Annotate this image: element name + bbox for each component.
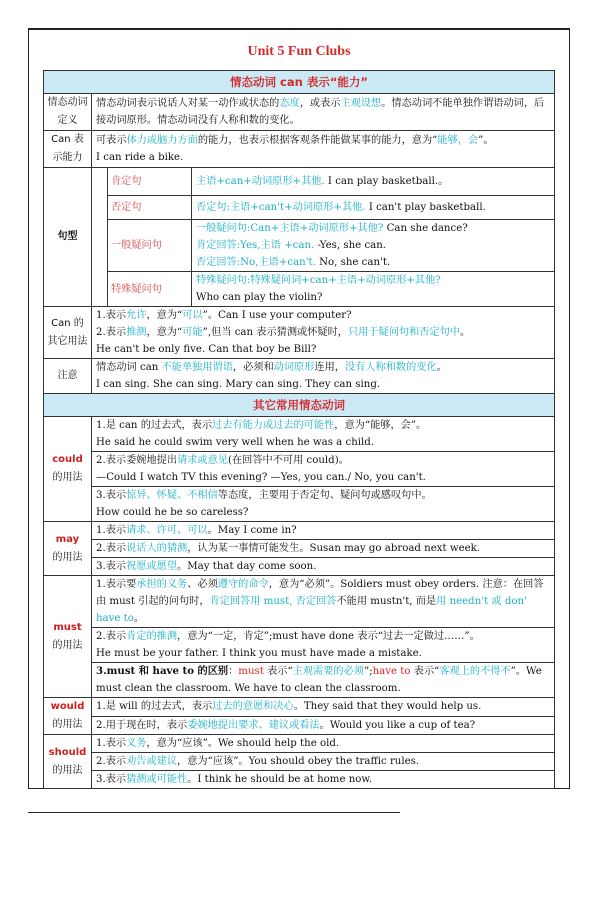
example: He said he could swim very well when he was a child. [96, 437, 375, 448]
text: ，必须和 [232, 362, 274, 373]
modal-label-rest: 的用法 [52, 639, 83, 651]
text: 3.表示 [96, 490, 127, 501]
text: 2.表示 [96, 756, 127, 767]
highlight: 只用于疑问句和否定句中 [347, 327, 461, 338]
usage-content [92, 576, 555, 628]
highlight: 过去的意愿和决心 [212, 701, 294, 713]
highlight: 义务 [126, 738, 147, 749]
example: I can sing. She can sing. Mary can sing. They can sing. [96, 379, 381, 390]
highlight: 肯定回答用 must, 否定回答 [209, 596, 337, 607]
text: 。I think he should be at home now. [187, 774, 373, 785]
document-frame [28, 28, 570, 789]
usage-content [92, 663, 555, 698]
formula: 否定句:主语+can't+动词原形+其他. [196, 202, 366, 213]
highlight: 请求或意见 [177, 455, 228, 466]
text: 1.是 will 的过去式，表示 [96, 701, 213, 713]
formula: 特殊疑问句:特殊疑问词+can+主语+动词原形+其他? [196, 275, 441, 286]
usage-content [92, 558, 555, 576]
highlight: 惊异、怀疑、不相信 [126, 490, 218, 501]
highlight: 过去有能力或过去的可能性 [212, 420, 335, 431]
should-row-3 [44, 771, 555, 789]
may-row-1 [44, 522, 555, 540]
row-content [92, 359, 555, 394]
example: I can't play basketball. [365, 202, 486, 213]
modal-label [44, 735, 92, 789]
example: He can't be only five. Can that boy be Bill? [96, 344, 317, 355]
usage-content [92, 716, 555, 735]
text: ，意为“应该”。We should help the old. [146, 738, 340, 749]
could-row-3 [44, 487, 555, 522]
text: (在回答中不可用 could)。 [227, 455, 349, 466]
highlight: 主观设想 [340, 98, 382, 109]
example: Who can play the violin? [196, 292, 323, 303]
text: 。 [460, 327, 471, 338]
modal-word: may [55, 533, 80, 545]
text: ”。We must clean the classroom. We have to clean the classroom. [96, 666, 542, 694]
may-row-2 [44, 540, 555, 558]
highlight: 用 needn't 或 don' have to [96, 596, 527, 624]
highlight: 允许 [126, 310, 147, 321]
example: I can play basketball.。 [324, 176, 449, 187]
modal-label [44, 576, 92, 698]
highlight: 祝愿或愿望 [126, 561, 178, 572]
should-row-2 [44, 753, 555, 771]
row-yesno [44, 220, 555, 272]
could-row-2 [44, 452, 555, 487]
text: 表示“ [263, 666, 293, 677]
modal-label [44, 417, 92, 522]
highlight: 猜测或可能性 [126, 774, 188, 785]
text: ，意为“ [146, 310, 183, 321]
formula: 一般疑问句:Can+主语+动词原形+其他? [196, 223, 384, 234]
spacer-cell [92, 168, 108, 307]
row-label: Can 表示能力 [44, 131, 92, 168]
row-ability [44, 131, 555, 168]
text: ，意为“一定，肯定”;must have done 表示“过去一定做过……”。 [177, 631, 480, 642]
text: 情态动词 can [96, 362, 162, 373]
highlight: 主观需要的必须 [292, 666, 364, 677]
example: How could he be so careless? [96, 507, 249, 518]
highlight: 态度 [279, 98, 300, 109]
text: 3.must 和 have to 的区别 [96, 665, 229, 677]
row-content [92, 307, 555, 359]
text: ： [228, 666, 239, 677]
would-row-2 [44, 716, 555, 735]
text: 2.表示委婉地提出 [96, 455, 178, 466]
text: 2.表示 [96, 543, 127, 554]
usage-content [92, 487, 555, 522]
modal-word: should [48, 746, 87, 758]
row-label: 句型 [44, 168, 92, 307]
example: No, she can't. [315, 257, 391, 268]
text: 2.用于现在时，表示 [96, 719, 188, 731]
text: 1.表示 [96, 310, 127, 321]
highlight: 请求、许可、可以 [126, 525, 208, 536]
example: I can ride a bike. [96, 152, 184, 163]
highlight: 不能单独用谓语 [161, 362, 233, 373]
usage-content [92, 698, 555, 717]
formula: 否定回答:No,主语+can't. [196, 257, 316, 268]
text: 。They said that they would help us. [293, 701, 482, 713]
text: 、必须 [187, 579, 218, 590]
text: 可表示 [96, 135, 127, 146]
text: 。 [133, 613, 145, 624]
sentence-type-label: 一般疑问句 [108, 220, 192, 272]
text: 1.是 can 的过去式，表示 [96, 420, 213, 431]
usage-content [92, 522, 555, 540]
modal-label-rest: 的用法 [52, 764, 83, 776]
text: ，意为“应该”。You should obey the traffic rules. [177, 756, 420, 767]
may-row-3 [44, 558, 555, 576]
row-other-uses [44, 307, 555, 359]
highlight: 肯定的推测 [126, 631, 178, 642]
text: 连用， [314, 362, 345, 373]
highlight: 可能 [182, 327, 203, 338]
would-row-1 [44, 698, 555, 717]
highlight-red: must [238, 666, 264, 677]
usage-content [92, 628, 555, 663]
modal-word: must [53, 621, 82, 633]
modal-label [44, 522, 92, 576]
text: ”。Can I use your computer? [202, 310, 352, 321]
formula: 肯定回答:Yes,主语 +can. [196, 240, 315, 251]
highlight: 承担的义务 [136, 579, 188, 590]
row-label: Can 的其它用法 [44, 307, 92, 359]
text: ”。 [478, 135, 494, 146]
usage-content [92, 452, 555, 487]
text: 表示“ [410, 666, 440, 677]
row-note [44, 359, 555, 394]
example: —Could I watch TV this evening? —Yes, you can./ No, you can't. [96, 472, 426, 483]
text: 。 [436, 362, 447, 373]
text: 2.表示 [96, 631, 127, 642]
highlight: 委婉地提出要求、建议或看法 [187, 719, 320, 731]
page-title: Unit 5 Fun Clubs [247, 44, 351, 59]
example: He must be your father. I think you must have made a mistake. [96, 648, 422, 659]
text: 情态动词表示说话人对某一动作或状态的 [96, 98, 280, 109]
could-row-1 [44, 417, 555, 452]
usage-content [92, 771, 555, 789]
sentence-type-label: 肯定句 [108, 168, 192, 196]
highlight: 推测 [126, 327, 147, 338]
row-definition [44, 94, 555, 131]
modal-label-rest: 的用法 [52, 719, 83, 730]
example: -Yes, she can. [314, 240, 387, 251]
row-negative [44, 196, 555, 220]
bottom-rule [28, 812, 400, 813]
modal-label [44, 698, 92, 735]
example: Can she dance? [383, 223, 468, 234]
text: ，意为“必须”。Soldiers must obey orders. 注意：在回答由 must 引起的问句时， [96, 579, 544, 607]
text: ，意为“ [146, 327, 183, 338]
text: ”,但当 can 表示猜测或怀疑时， [202, 327, 348, 338]
sentence-type-content [192, 272, 555, 307]
sentence-type-content [192, 168, 555, 196]
highlight: 体力或脑力方面 [126, 135, 198, 146]
text: 。May I come in? [207, 525, 297, 536]
highlight: 能够，会 [437, 135, 479, 146]
highlight: 没有人称和数的变化 [344, 362, 437, 373]
sentence-type-label: 否定句 [108, 196, 192, 220]
text: 不能用 mustn't, 而是 [336, 596, 437, 607]
modal-word: could [52, 454, 83, 465]
text: 。Would you like a cup of tea? [319, 719, 476, 731]
text: 3.表示 [96, 774, 127, 785]
usage-content [92, 540, 555, 558]
highlight: 劝告或建议 [126, 756, 178, 767]
usage-content [92, 753, 555, 771]
usage-content [92, 417, 555, 452]
text: 等态度，主要用于否定句、疑问句或感叹句中。 [217, 490, 432, 501]
highlight-red: have to [372, 666, 411, 677]
modal-word: would [50, 701, 85, 712]
text: ”; [363, 666, 373, 677]
row-wh [44, 272, 555, 307]
text: ，意为“能够，会”。 [334, 420, 427, 431]
text: 2.表示 [96, 327, 127, 338]
highlight: 说话人的猜测 [126, 543, 188, 554]
highlight: 客观上的不得不 [439, 666, 511, 677]
must-row-3 [44, 663, 555, 698]
sentence-type-label: 特殊疑问句 [108, 272, 192, 307]
grammar-table [43, 70, 555, 789]
highlight: 动词原形 [273, 362, 315, 373]
row-content [92, 94, 555, 131]
must-row-1 [44, 576, 555, 628]
sentence-type-content [192, 196, 555, 220]
sentence-type-content [192, 220, 555, 272]
text: ，认为某一事情可能发生。Susan may go abroad next week. [187, 543, 481, 554]
text: ，或表示 [299, 98, 341, 109]
modal-label-rest: 的用法 [52, 551, 83, 563]
formula: 主语+can+动词原形+其他. [196, 176, 325, 187]
text: 。情态动词不能单独作谓语动词，后接动词原形。情态动词没有人称和数的变化。 [96, 98, 545, 126]
section-header-other: 其它常用情态动词 [44, 394, 555, 417]
section-header-can: 情态动词 can 表示“能力” [44, 71, 555, 94]
must-row-2 [44, 628, 555, 663]
highlight: 可以 [182, 310, 203, 321]
text: 1.表示要 [96, 579, 137, 590]
text: 的能力，也表示根据客观条件能做某事的能力，意为“ [197, 135, 438, 146]
row-content [92, 131, 555, 168]
text: 3.表示 [96, 561, 127, 572]
text: 1.表示 [96, 525, 127, 536]
row-label: 情态动词定义 [44, 94, 92, 131]
modal-label-rest: 的用法 [52, 472, 83, 483]
text: 。May that day come soon. [177, 561, 317, 572]
should-row-1 [44, 735, 555, 753]
usage-content [92, 735, 555, 753]
row-affirmative [44, 168, 555, 196]
row-label: 注意 [44, 359, 92, 394]
highlight: 遵守的命令 [217, 579, 269, 590]
text: 1.表示 [96, 738, 127, 749]
